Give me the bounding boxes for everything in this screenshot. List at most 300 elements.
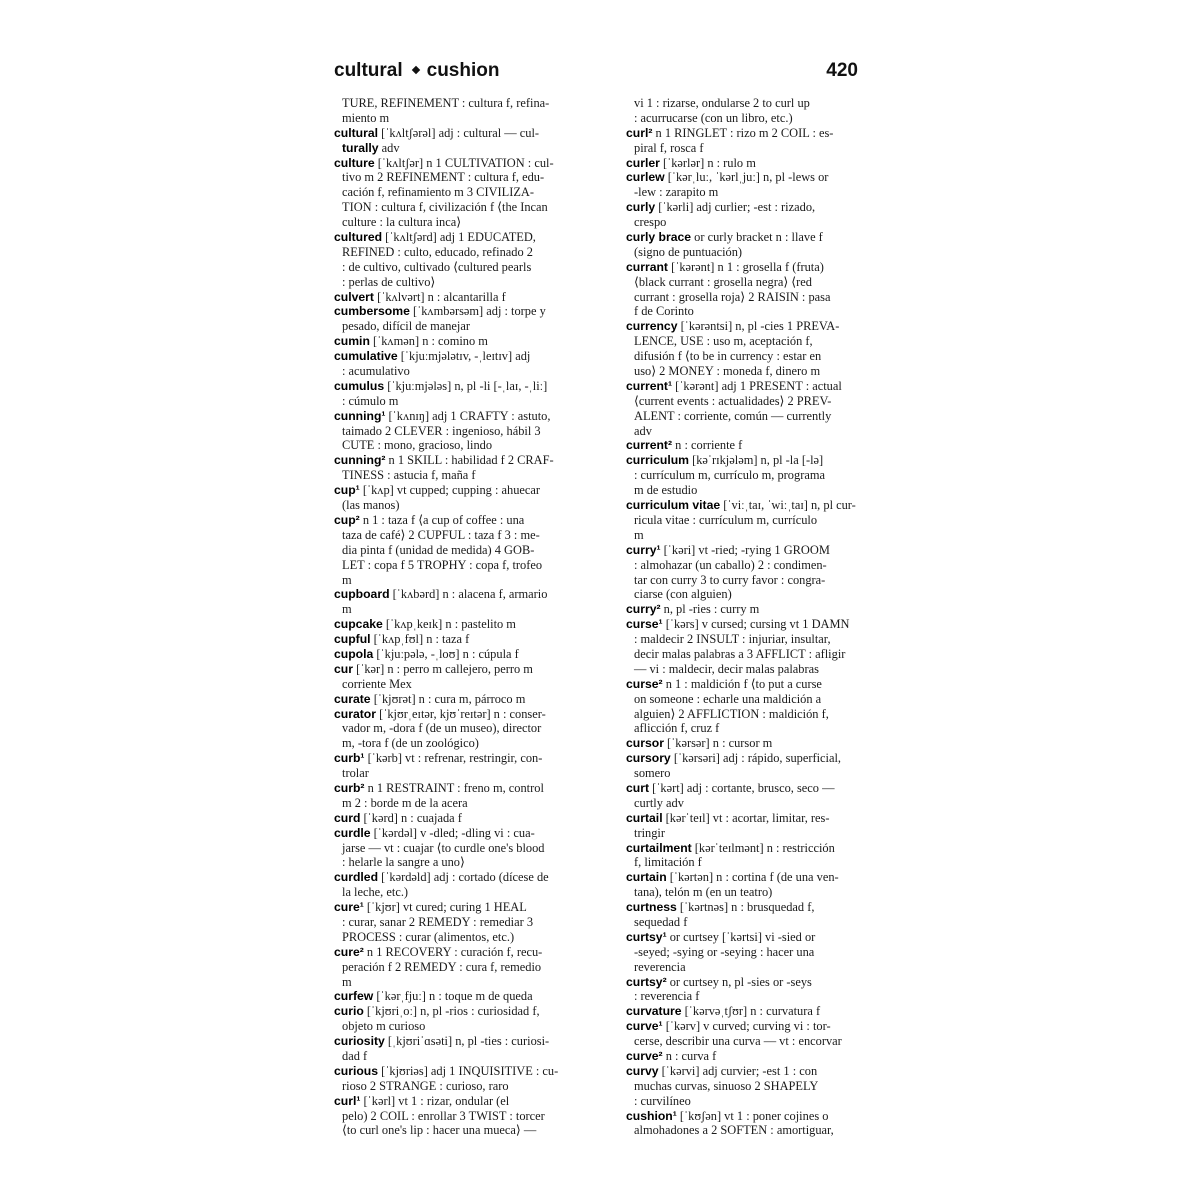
definition-text: [ˈkʌbərd] n : alacena f, armario — [389, 587, 548, 602]
definition-text: f, limitación f — [634, 855, 702, 870]
definition-text: [ˈkərvəˌtʃʊr] n : curvatura f — [681, 1004, 821, 1019]
definition-text: tivo m 2 REFINEMENT : cultura f, edu- — [342, 170, 545, 185]
definition-text: n, pl -ries : curry m — [660, 602, 760, 617]
dictionary-line — [334, 1079, 610, 1094]
definition-text: f de Corinto — [634, 304, 694, 319]
definition-text: [kərˈteɪl] vt : acortar, limitar, res- — [662, 810, 830, 825]
dictionary-line — [334, 573, 610, 588]
headword: cup¹ — [334, 483, 360, 498]
definition-text: [ˈkʌpˌkeɪk] n : pastelito m — [382, 617, 516, 632]
definition-text: [ˈkjʊr] vt cured; curing 1 HEAL — [363, 900, 527, 915]
headword: curler — [626, 155, 660, 170]
definition-text: ALENT : corriente, común — currently — [634, 408, 832, 423]
definition-text: [ˈkərtən] n : cortina f (de una ven- — [666, 870, 839, 885]
dictionary-line — [626, 453, 902, 468]
definition-text: [ˈkərˌluː, ˈkərlˌjuː] n, pl -lews or — [664, 170, 829, 185]
definition-text: : de cultivo, cultivado ⟨cultured pearls — [342, 259, 532, 274]
headword: curse² — [626, 676, 663, 691]
definition-text: on someone : echarle una maldición a — [634, 691, 822, 706]
headword: curve² — [626, 1049, 663, 1063]
headword: cure¹ — [334, 900, 364, 915]
definition-text: : acurrucarse (con un libro, etc.) — [634, 110, 793, 125]
definition-text: uso⟩ 2 MONEY : moneda f, dinero m — [634, 364, 821, 379]
definition-text: almohadones a 2 SOFTEN : amortiguar, — [634, 1123, 834, 1138]
definition-text: cación f, refinamiento m 3 CIVILIZA- — [342, 185, 534, 200]
definition-text: [ˈkərsəri] adj : rápido, superficial, — [670, 751, 842, 766]
definition-text: [ˈkərd] n : cuajada f — [360, 810, 462, 825]
definition-text: curtly adv — [634, 795, 684, 810]
definition-text: [ˈkʌp] vt cupped; cupping : ahuecar — [359, 483, 541, 498]
definition-text: [ˈkʌltʃərəl] adj : cultural — cul- — [378, 125, 540, 140]
headword: curtsy² — [626, 974, 667, 989]
dictionary-line — [334, 200, 610, 215]
dictionary-line — [626, 617, 902, 632]
definition-text: (las manos) — [342, 498, 400, 513]
dictionary-line — [626, 707, 902, 722]
right-column — [626, 96, 902, 1138]
headword: curtness — [626, 900, 677, 915]
definition-text: piral f, rosca f — [634, 140, 704, 155]
definition-text: -seyed; -sying or -seying : hacer una — [634, 944, 815, 959]
dictionary-line — [626, 141, 902, 156]
definition-text: [ˈkʌmən] n : comino m — [369, 334, 488, 349]
dictionary-line — [626, 841, 902, 856]
dictionary-line — [334, 1123, 610, 1138]
dictionary-line — [626, 170, 902, 185]
dictionary-line — [626, 796, 902, 811]
definition-text: (signo de puntuación) — [634, 244, 743, 259]
dictionary-line — [626, 677, 902, 692]
definition-text: pesado, difícil de manejar — [342, 319, 470, 334]
definition-text: [kərˈteɪlmənt] n : restricción — [691, 840, 835, 855]
headword: currency — [626, 319, 678, 334]
dictionary-line — [626, 1123, 902, 1138]
definition-text: objeto m curioso — [342, 1019, 426, 1034]
headword: cunning² — [334, 453, 386, 468]
dictionary-line — [626, 945, 902, 960]
dictionary-line — [626, 394, 902, 409]
dictionary-line — [334, 126, 610, 141]
dictionary-line — [334, 558, 610, 573]
definition-text: m — [342, 602, 352, 617]
dictionary-line — [334, 319, 610, 334]
dictionary-line — [334, 781, 610, 796]
definition-text: tringir — [634, 825, 665, 840]
dictionary-line — [626, 215, 902, 230]
dictionary-line — [334, 141, 610, 156]
headword: curry¹ — [626, 542, 661, 557]
dictionary-line — [334, 156, 610, 171]
dictionary-line — [626, 975, 902, 990]
dictionary-line — [334, 826, 610, 841]
headword: curriculum vitae — [626, 498, 721, 513]
dictionary-line — [334, 736, 610, 751]
definition-text: n 1 : taza f ⟨a cup of coffee : una — [359, 512, 525, 527]
headword: cure² — [334, 944, 364, 959]
headword: cultured — [334, 230, 383, 245]
guide-words — [334, 60, 499, 82]
dictionary-line — [626, 96, 902, 111]
definition-text: [ˈkərdəl] v -dled; -dling vi : cua- — [370, 825, 535, 840]
dictionary-line — [334, 275, 610, 290]
dictionary-line — [334, 960, 610, 975]
dictionary-line — [626, 468, 902, 483]
dictionary-line — [626, 438, 902, 453]
headword: current¹ — [626, 378, 673, 393]
definition-text: [ˈkər] n : perro m callejero, perro m — [352, 661, 533, 676]
definition-text: alguien⟩ 2 AFFLICTION : maldición f, — [634, 706, 829, 721]
headword: cunning¹ — [334, 408, 386, 423]
dictionary-line — [334, 230, 610, 245]
dictionary-line — [626, 781, 902, 796]
definition-text: m — [634, 527, 644, 542]
headword: cursor — [626, 736, 664, 751]
dictionary-line — [334, 170, 610, 185]
dictionary-line — [626, 826, 902, 841]
headword: curious — [334, 1063, 379, 1078]
definition-text: PROCESS : curar (alimentos, etc.) — [342, 929, 515, 944]
dictionary-line — [334, 1064, 610, 1079]
dictionary-line — [334, 1109, 610, 1124]
definition-text: culture : la cultura inca⟩ — [342, 215, 462, 230]
definition-text: [ˈkərənt] adj 1 PRESENT : actual — [672, 378, 842, 393]
dictionary-line — [334, 379, 610, 394]
definition-text: : reverencia f — [634, 989, 700, 1004]
definition-text: : maldecir 2 INSULT : injuriar, insultar, — [634, 632, 831, 647]
dictionary-line — [626, 692, 902, 707]
dictionary-line — [626, 885, 902, 900]
headword: cupcake — [334, 617, 383, 632]
definition-text: taza de café⟩ 2 CUPFUL : taza f 3 : me- — [342, 527, 540, 542]
dictionary-line — [626, 811, 902, 826]
dictionary-line — [626, 1109, 902, 1124]
definition-text: vador m, -dora f (de un museo), director — [342, 721, 542, 736]
diamond-separator-icon — [411, 66, 419, 74]
dictionary-line — [334, 364, 610, 379]
definition-text: currant : grosella roja⟩ 2 RAISIN : pasa — [634, 289, 831, 304]
dictionary-line — [626, 632, 902, 647]
definition-text: decir malas palabras a 3 AFFLICT : afligir — [634, 646, 846, 661]
dictionary-line — [626, 989, 902, 1004]
dictionary-line — [334, 811, 610, 826]
dictionary-line — [626, 930, 902, 945]
definition-text: [ˈkəri] vt -ried; -rying 1 GROOM — [660, 542, 830, 557]
definition-text: muchas curvas, sinuoso 2 SHAPELY — [634, 1078, 819, 1093]
dictionary-line — [626, 1094, 902, 1109]
definition-text: [ˈkjʊriəs] adj 1 INQUISITIVE : cu- — [378, 1063, 559, 1078]
definition-text: TURE, REFINEMENT : cultura f, refina- — [342, 96, 550, 110]
dictionary-line — [334, 647, 610, 662]
headword: curiosity — [334, 1034, 385, 1049]
dictionary-line — [626, 1004, 902, 1019]
dictionary-line — [334, 989, 610, 1004]
definition-text: ⟨current events : actualidades⟩ 2 PREV- — [634, 393, 832, 408]
headword: curl² — [626, 125, 653, 140]
definition-text: or curly bracket n : llave f — [691, 230, 823, 245]
headword: cupboard — [334, 587, 390, 602]
definition-text: [ˈkjuːpələ, -ˌloʊ] n : cúpula f — [373, 646, 519, 661]
dictionary-line — [334, 304, 610, 319]
definition-text: m de estudio — [634, 483, 698, 498]
dictionary-line — [334, 692, 610, 707]
dictionary-line — [334, 111, 610, 126]
definition-text: [ˈkʌmbərsəm] adj : torpe y — [409, 304, 546, 319]
definition-text: n 1 RINGLET : rizo m 2 COIL : es- — [652, 125, 834, 140]
dictionary-line — [334, 334, 610, 349]
headword: currant — [626, 259, 668, 274]
definition-text: miento m — [342, 110, 390, 125]
definition-text: LENCE, USE : uso m, aceptación f, — [634, 334, 813, 349]
headword: curtail — [626, 810, 663, 825]
dictionary-line — [334, 409, 610, 424]
dictionary-line — [334, 662, 610, 677]
definition-text: [ˈkərdəld] adj : cortado (dícese de — [378, 870, 549, 885]
dictionary-line — [334, 438, 610, 453]
dictionary-line — [334, 855, 610, 870]
last-guide-word: cushion — [426, 60, 500, 81]
definition-text: tana), telón m (en un teatro) — [634, 885, 773, 900]
dictionary-line — [626, 662, 902, 677]
headword: curtain — [626, 870, 667, 885]
headword: curt — [626, 780, 650, 795]
dictionary-line — [626, 1079, 902, 1094]
dictionary-line — [334, 498, 610, 513]
dictionary-line — [626, 245, 902, 260]
definition-text: [ˈkʌnɪŋ] adj 1 CRAFTY : astuto, — [385, 408, 551, 423]
dictionary-line — [626, 275, 902, 290]
dictionary-line — [334, 602, 610, 617]
definition-text: : curar, sanar 2 REMEDY : remediar 3 — [342, 914, 534, 929]
dictionary-line — [334, 632, 610, 647]
dictionary-line — [626, 290, 902, 305]
dictionary-line — [626, 587, 902, 602]
dictionary-line — [626, 111, 902, 126]
dictionary-line — [626, 543, 902, 558]
definition-text: [ˈkjʊrət] n : cura m, párroco m — [370, 691, 526, 706]
headword: culvert — [334, 289, 374, 304]
definition-text: TINESS : astucia f, maña f — [342, 468, 476, 483]
headword: cursory — [626, 751, 671, 766]
dictionary-line — [626, 870, 902, 885]
dictionary-line — [626, 573, 902, 588]
definition-text: [ˈkjuːmjələs] n, pl -li [-ˌlaɪ, -ˌliː] — [384, 378, 548, 393]
definition-text: n : corriente f — [672, 438, 743, 453]
dictionary-line — [626, 200, 902, 215]
dictionary-line — [626, 349, 902, 364]
definition-text: [ˈkjʊriˌoː] n, pl -rios : curiosidad f, — [363, 1004, 540, 1019]
definition-text: peración f 2 REMEDY : cura f, remedio — [342, 959, 542, 974]
dictionary-line — [626, 409, 902, 424]
dictionary-line — [334, 349, 610, 364]
definition-text: or curtsey n, pl -sies or -seys — [666, 974, 812, 989]
dictionary-line — [626, 156, 902, 171]
dictionary-line — [334, 870, 610, 885]
headword: cumulus — [334, 378, 385, 393]
definition-text: [ˈkjʊrˌeɪtər, kjʊˈreɪtər] n : conser- — [376, 706, 546, 721]
headword: curio — [334, 1004, 364, 1019]
dictionary-line — [626, 751, 902, 766]
dictionary-line — [626, 558, 902, 573]
dictionary-line — [626, 230, 902, 245]
first-guide-word: cultural — [334, 60, 403, 81]
definition-text: LET : copa f 5 TROPHY : copa f, trofeo — [342, 557, 543, 572]
headword: curse¹ — [626, 617, 663, 632]
definition-text: vi 1 : rizarse, ondularse 2 to curl up — [634, 96, 810, 110]
definition-text: REFINED : culto, educado, refinado 2 — [342, 244, 533, 259]
dictionary-line — [626, 498, 902, 513]
definition-text: n 1 RECOVERY : curación f, recu- — [363, 944, 543, 959]
definition-text: ⟨to curl one's lip : hacer una mueca⟩ — — [342, 1123, 537, 1138]
dictionary-page — [334, 58, 910, 1148]
definition-text: [ˈkərənt] n 1 : grosella f (fruta) — [668, 259, 824, 274]
definition-text: [ˈkʊʃən] vt 1 : poner cojines o — [676, 1108, 829, 1123]
definition-text: : cúmulo m — [342, 393, 399, 408]
headword: cur — [334, 661, 353, 676]
headword: curriculum — [626, 453, 689, 468]
definition-text: rioso 2 STRANGE : curioso, raro — [342, 1078, 509, 1093]
dictionary-line — [334, 885, 610, 900]
definition-text: [ˌkjʊriˈɑsəti] n, pl -ties : curiosi- — [384, 1034, 550, 1049]
dictionary-line — [626, 736, 902, 751]
headword: curvy — [626, 1063, 659, 1078]
definition-text: [ˈkərəntsi] n, pl -cies 1 PREVA- — [677, 319, 840, 334]
dictionary-line — [626, 1019, 902, 1034]
definition-text: : acumulativo — [342, 364, 410, 379]
dictionary-line — [626, 185, 902, 200]
definition-text: [ˈkʌltʃərd] adj 1 EDUCATED, — [382, 230, 536, 245]
headword: curlew — [626, 170, 665, 185]
definition-text: : currículum m, currículo m, programa — [634, 468, 825, 483]
dictionary-line — [626, 334, 902, 349]
definition-text: : perlas de cultivo⟩ — [342, 274, 436, 289]
page-number: 420 — [826, 60, 858, 81]
definition-text: difusión f ⟨to be in currency : estar en — [634, 349, 822, 364]
headword: curvature — [626, 1004, 682, 1019]
definition-text: trolar — [342, 766, 369, 781]
dictionary-line — [334, 468, 610, 483]
definition-text: [ˈkərs] v cursed; cursing vt 1 DAMN — [662, 617, 850, 632]
headword: turally — [342, 140, 379, 155]
definition-text: m, -tora f (de un zoológico) — [342, 736, 479, 751]
dictionary-line — [334, 1004, 610, 1019]
headword: culture — [334, 155, 375, 170]
dictionary-line — [334, 796, 610, 811]
dictionary-line — [626, 424, 902, 439]
dictionary-line — [626, 1034, 902, 1049]
dictionary-line — [626, 721, 902, 736]
headword: current² — [626, 438, 673, 453]
headword: curtsy¹ — [626, 929, 667, 944]
definition-text: — vi : maldecir, decir malas palabras — [634, 661, 819, 676]
definition-text: cerse, describir una curva — vt : encorvar — [634, 1034, 842, 1049]
dictionary-line — [334, 528, 610, 543]
definition-text: ⟨black currant : grosella negra⟩ ⟨red — [634, 274, 812, 289]
headword: cumin — [334, 334, 370, 349]
dictionary-line — [626, 647, 902, 662]
headword: curfew — [334, 989, 374, 1004]
headword: cumbersome — [334, 304, 410, 319]
dictionary-line — [334, 915, 610, 930]
definition-text: n 1 RESTRAINT : freno m, control — [364, 780, 544, 795]
definition-text: [ˈkərli] adj curlier; -est : rizado, — [655, 200, 816, 215]
headword: curb¹ — [334, 751, 365, 766]
headword: curtailment — [626, 840, 692, 855]
definition-text: ciarse (con alguien) — [634, 587, 732, 602]
headword: curdled — [334, 870, 379, 885]
headword: cushion¹ — [626, 1108, 677, 1123]
definition-text: adv — [634, 423, 652, 438]
dictionary-line — [334, 1094, 610, 1109]
headword: curd — [334, 810, 361, 825]
left-column — [334, 96, 610, 1138]
definition-text: [ˈkərt] adj : cortante, brusco, seco — — [649, 780, 835, 795]
dictionary-line — [334, 185, 610, 200]
definition-text: [kəˈrɪkjələm] n, pl -la [-lə] — [689, 453, 824, 468]
definition-text: [ˈkərsər] n : cursor m — [663, 736, 773, 751]
definition-text: crespo — [634, 215, 667, 230]
dictionary-line — [626, 126, 902, 141]
headword: cupful — [334, 632, 371, 647]
definition-text: dad f — [342, 1049, 368, 1063]
headword: curator — [334, 706, 376, 721]
definition-text: [ˈkərlər] n : rulo m — [659, 155, 756, 170]
definition-text: [ˈkərˌfjuː] n : toque m de queda — [373, 989, 533, 1004]
dictionary-line — [334, 587, 610, 602]
dictionary-line — [334, 945, 610, 960]
dictionary-line — [334, 543, 610, 558]
dictionary-line — [334, 513, 610, 528]
definition-text: sequedad f — [634, 914, 688, 929]
headword: curry² — [626, 602, 661, 617]
dictionary-line — [626, 260, 902, 275]
definition-text: aflicción f, cruz f — [634, 721, 720, 736]
dictionary-line — [626, 513, 902, 528]
headword: curb² — [334, 780, 365, 795]
definition-text: [ˈkərb] vt : refrenar, restringir, con- — [364, 751, 543, 766]
definition-text: -lew : zarapito m — [634, 185, 719, 200]
dictionary-line — [334, 215, 610, 230]
definition-text: m 2 : borde m de la acera — [342, 795, 468, 810]
dictionary-line — [334, 841, 610, 856]
definition-text: ricula vitae : currículum m, currículo — [634, 512, 818, 527]
dictionary-line — [626, 960, 902, 975]
headword: curly brace — [626, 230, 692, 245]
definition-text: n 1 SKILL : habilidad f 2 CRAF- — [385, 453, 554, 468]
dictionary-line — [334, 290, 610, 305]
headword: curl¹ — [334, 1093, 361, 1108]
dictionary-line — [626, 766, 902, 781]
definition-text: la leche, etc.) — [342, 885, 409, 900]
definition-text: jarse — vt : cuajar ⟨to curdle one's blood — [342, 840, 545, 855]
dictionary-line — [334, 453, 610, 468]
dictionary-line — [334, 766, 610, 781]
definition-text: [ˈkərtnəs] n : brusquedad f, — [676, 900, 815, 915]
dictionary-line — [626, 319, 902, 334]
dictionary-line — [334, 394, 610, 409]
definition-text: TION : cultura f, civilización f ⟨the Incan — [342, 200, 548, 215]
definition-text: [ˈviːˌtaɪ, ˈwiːˌtaɪ] n, pl cur- — [720, 498, 856, 513]
definition-text: [ˈkʌlvərt] n : alcantarilla f — [373, 289, 506, 304]
dictionary-line — [334, 483, 610, 498]
dictionary-line — [334, 424, 610, 439]
definition-text: reverencia — [634, 959, 686, 974]
definition-text: n : curva f — [662, 1049, 717, 1063]
definition-text: [ˈkʌpˌfʊl] n : taza f — [370, 632, 470, 647]
headword: curate — [334, 691, 371, 706]
headword: curdle — [334, 825, 371, 840]
definition-text: [ˈkjuːmjələtɪv, -ˌleɪtɪv] adj — [397, 349, 531, 364]
dictionary-line — [626, 900, 902, 915]
